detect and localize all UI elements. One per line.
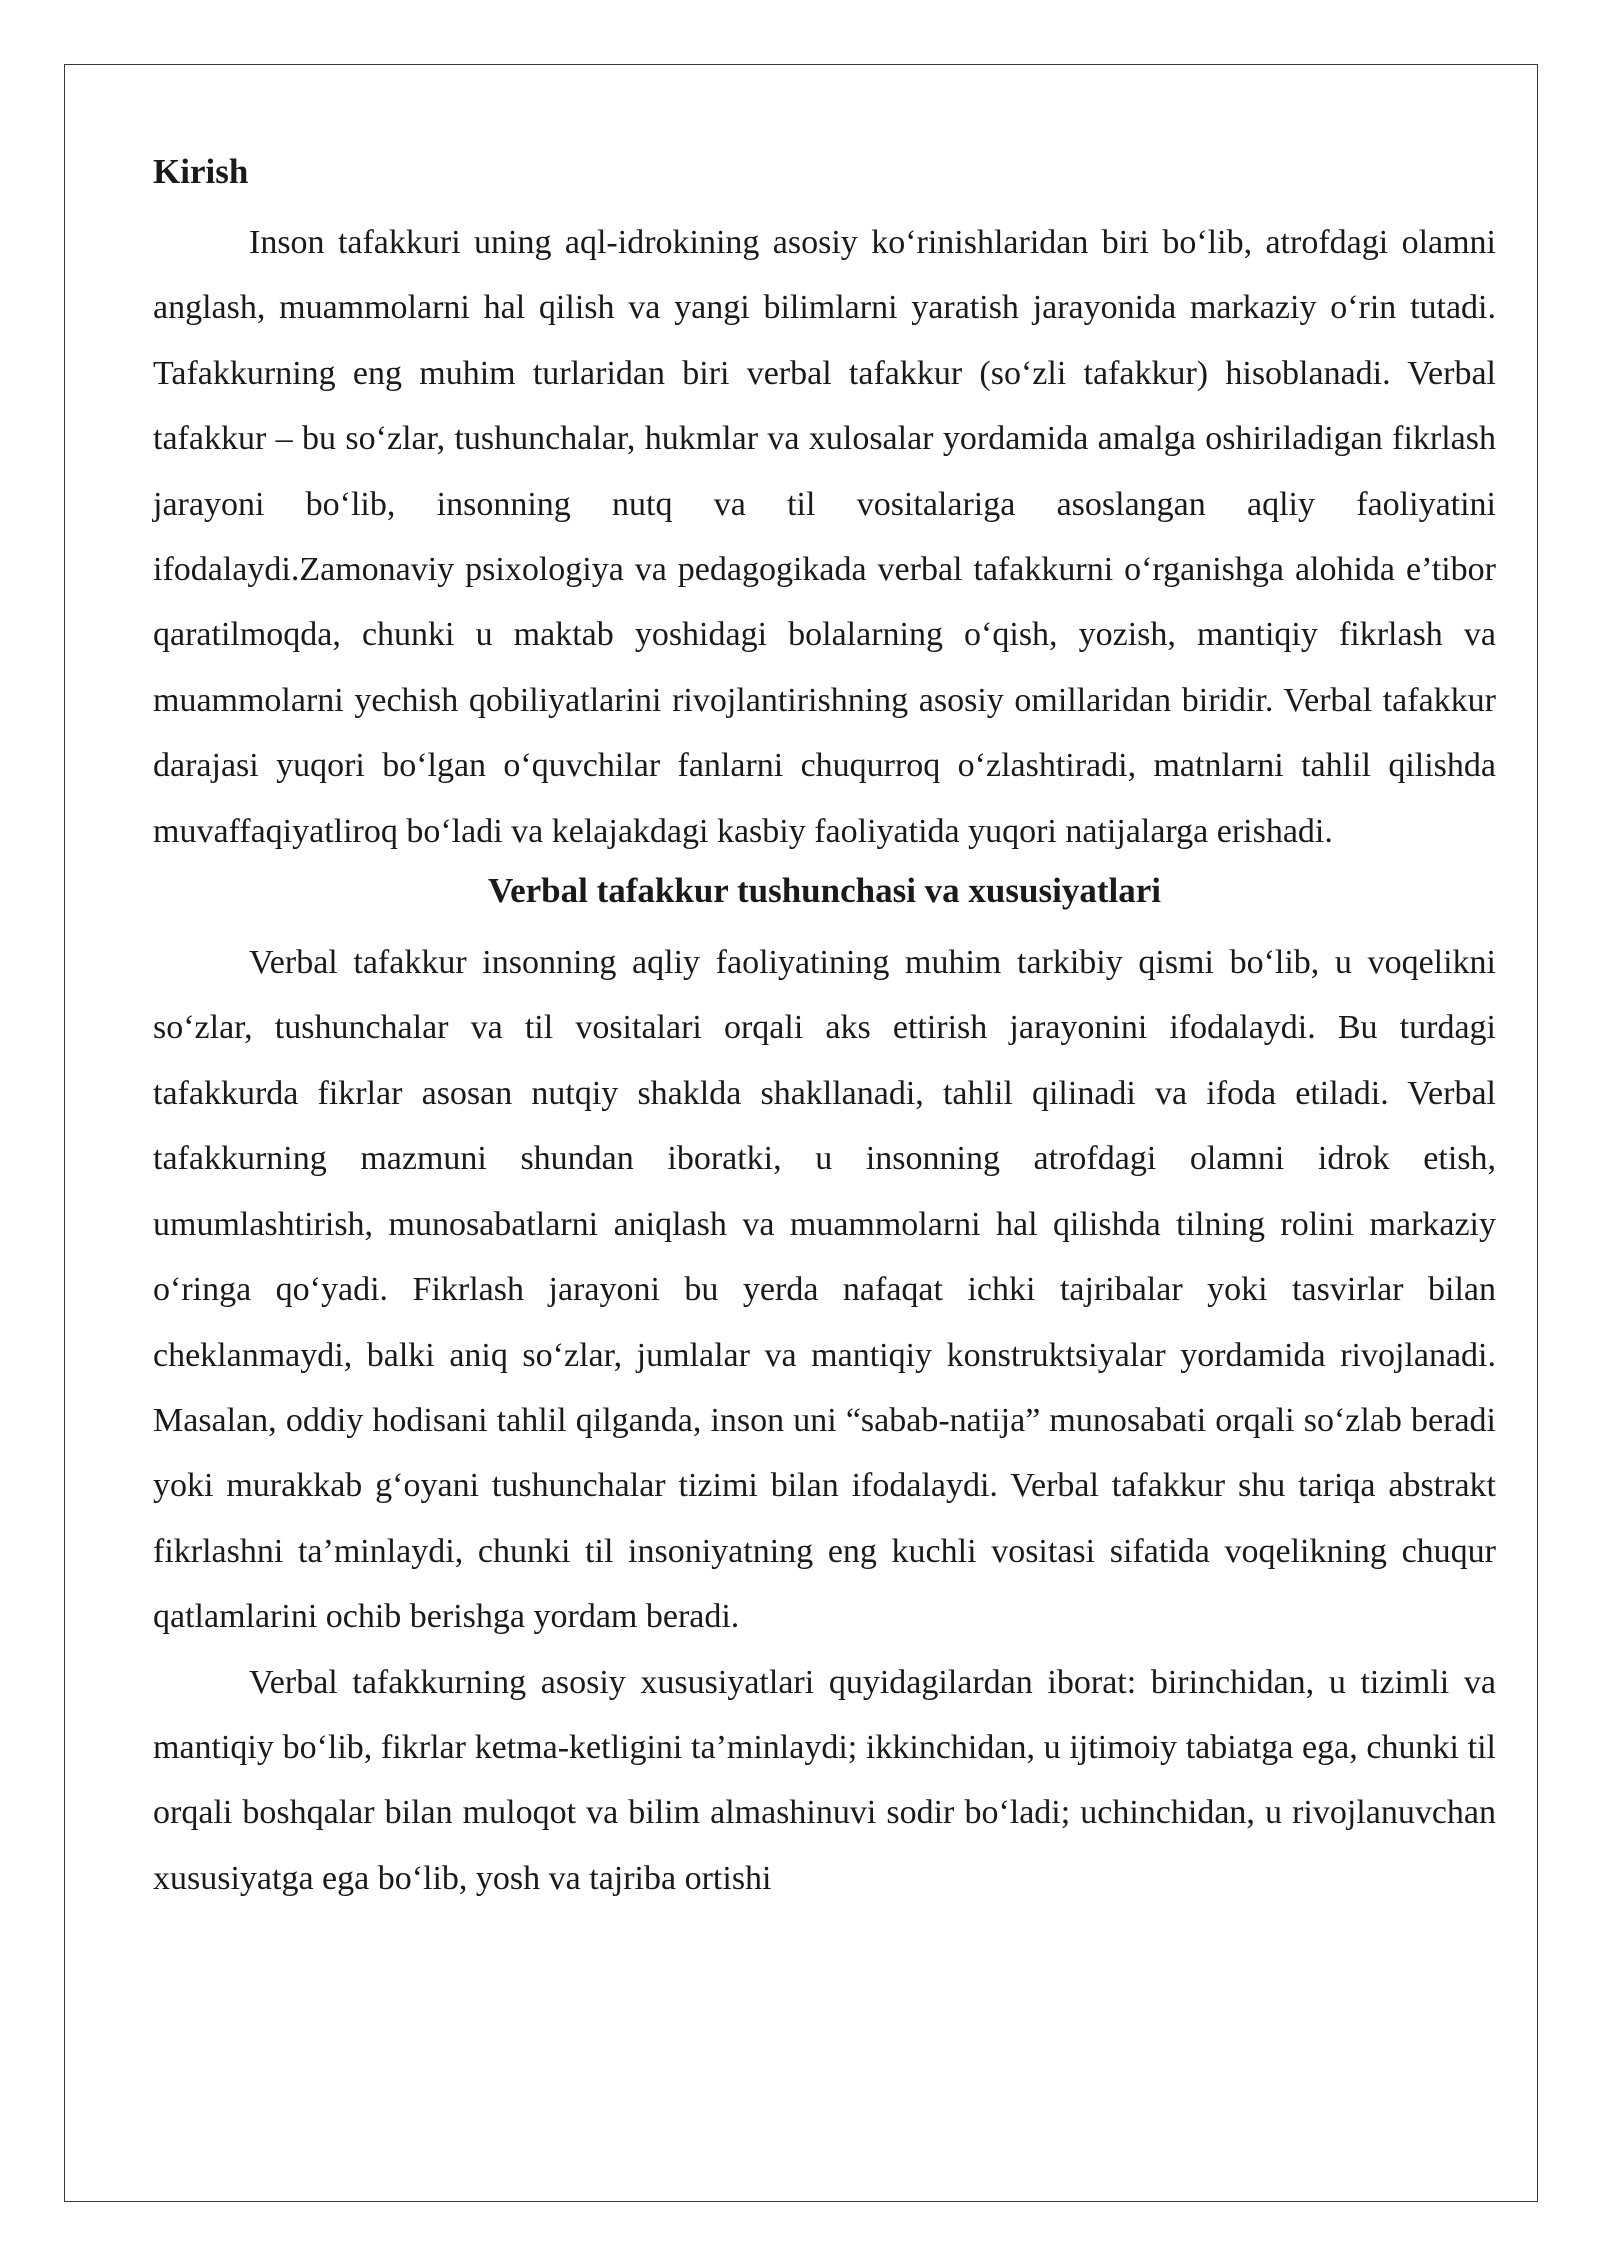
paragraph-intro: Inson tafakkuri uning aql-idrokining asosiy ko‘rinishlaridan biri bo‘lib, atrofdagi olamni anglash, muammolarni hal qilish va yangi bilimlarni yaratish jarayonida markaziy o‘rin tutadi. Tafakkurning eng muhim turlaridan biri verbal tafakkur (so‘zli tafakkur) hisoblanadi. Verbal tafakkur – bu so‘zlar, tushunchalar, hukmlar va xulosalar yordamida amalga oshiriladigan fikrlash jarayoni bo‘lib, insonning nutq va til vositalariga asoslangan aqliy faoliyatini ifodalaydi.Zamonaviy psixologiya va pedagogikada verbal tafakkurni o‘rganishga alohida e’tibor qaratilmoqda, chunki u maktab yoshidagi bolalarning o‘qish, yozish, mantiqiy fikrlash va muammolarni yechish qobiliyatlarini rivojlantirishning asosiy omillaridan biridir. Verbal tafakkur darajasi yuqori bo‘lgan o‘quvchilar fanlarni chuqurroq o‘zlashtiradi, matnlarni tahlil qilishda muvaffaqiyatliroq bo‘ladi va kelajakdagi kasbiy faoliyatida yuqori natijalarga erishadi. <box>153 224 1496 850</box>
paragraph-definition: Verbal tafakkur insonning aqliy faoliyatining muhim tarkibiy qismi bo‘lib, u voqelikni so‘zlar, tushunchalar va til vositalari orqali aks ettirish jarayonini ifodalaydi. Bu turdagi tafakkurda fikrlar asosan nutqiy shaklda shakllanadi, tahlil qilinadi va ifoda etiladi. Verbal tafakkurning mazmuni shundan iboratki, u insonning atrofdagi olamni idrok etish, umumlashtirish, munosabatlarni aniqlash va muammolarni hal qilishda tilning rolini markaziy o‘ringa qo‘yadi. Fikrlash jarayoni bu yerda nafaqat ichki tajribalar yoki tasvirlar bilan cheklanmaydi, balki aniq so‘zlar, jumlalar va mantiqiy konstruktsiyalar yordamida rivojlanadi. Masalan, oddiy hodisani tahlil qilganda, inson uni “sabab-natija” munosabati orqali so‘zlab beradi yoki murakkab g‘oyani tushunchalar tizimi bilan ifodalaydi. Verbal tafakkur shu tariqa abstrakt fikrlashni ta’minlaydi, chunki til insoniyatning eng kuchli vositasi sifatida voqelikning chuqur qatlamlarini ochib berishga yordam beradi. <box>153 944 1496 1636</box>
heading-intro: Kirish <box>153 152 249 191</box>
section-heading: Verbal tafakkur tushunchasi va xususiyatlari <box>488 871 1161 911</box>
paragraph-features: Verbal tafakkurning asosiy xususiyatlari quyidagilardan iborat: birinchidan, u tizimli va mantiqiy bo‘lib, fikrlar ketma-ketligini ta’minlaydi; ikkinchidan, u ijtimoiy tabiatga ega, chunki til orqali boshqalar bilan muloqot va bilim almashinuvi sodir bo‘ladi; uchinchidan, u rivojlanuvchan xususiyatga ega bo‘lib, yosh va tajriba ortishi <box>153 1663 1496 1897</box>
document-body <box>153 149 1496 1911</box>
